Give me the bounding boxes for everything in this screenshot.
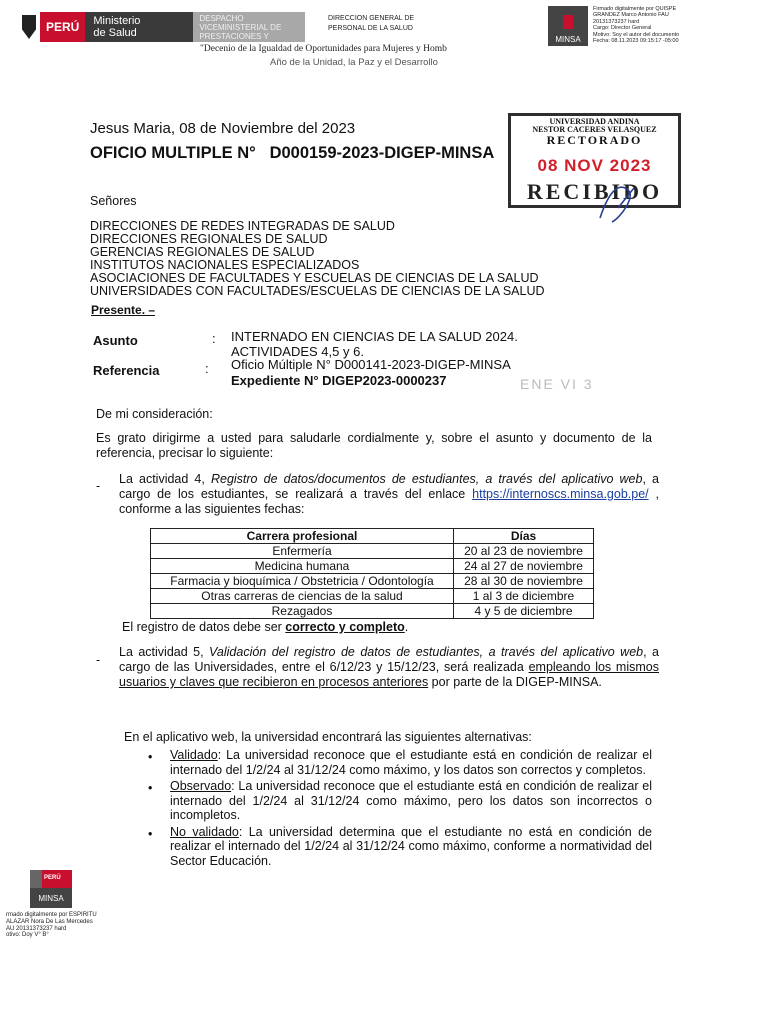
fechas-table [150,528,594,619]
cell-dias: 4 y 5 de diciembre [454,604,594,619]
recipient: ASOCIACIONES DE FACULTADES Y ESCUELAS DE CIENCIAS DE LA SALUD [90,271,539,285]
oficio-number: D000159-2023-DIGEP-MINSA [269,144,495,162]
bullet-icon: • [148,781,153,795]
act5-a: La actividad 5, [119,645,210,659]
stamp-date: 08 NOV 2023 [537,156,652,175]
stamp-received: RECIBIDO [526,179,663,204]
act4-title: Registro de datos/documentos de estudiantes, a través del aplicativo web [210,472,643,486]
salutation: Señores [90,194,137,208]
asunto-colon: : [212,331,216,346]
stamp-office: RECTORADO [546,133,643,147]
asunto-line2: ACTIVIDADES 4,5 y 6. [231,344,364,359]
act4-c: , a cargo de los estudiantes, se realizará a través del enlace [119,472,659,501]
ministry-logo [22,12,305,42]
presente: Presente. – [91,303,156,317]
ministerio-label: Ministerio de Salud [85,12,193,42]
alternativas-list [148,748,652,868]
referencia-line1: Oficio Múltiple N° D000141-2023-DIGEP-MINSA [231,357,511,372]
header-carrera: Carrera profesional [151,529,454,544]
registro-c: . [404,620,409,634]
desc-no-validado: : La universidad determina que el estudiante no está en condición de realizar el internado del 1/2/24 al 31/12/24 como máximo, conforme a normatividad del Sector Educación. [170,824,652,868]
dash: - [96,653,101,667]
cell-carrera: Rezagados [151,604,454,619]
bullet-icon: • [148,750,153,764]
table-row [151,604,594,619]
recipient: INSTITUTOS NACIONALES ESPECIALIZADOS [90,258,360,272]
footer-minsa: MINSA [30,888,72,908]
cell-dias: 28 al 30 de noviembre [454,574,594,589]
decenio-line: "Decenio de la Igualdad de Oportunidades para Mujeres y Homb [200,44,447,54]
date-line: Jesus Maria, 08 de Noviembre del 2023 [90,120,356,137]
cell-carrera: Farmacia y bioquímica / Obstetricia / Odontología [151,574,454,589]
recipient: GERENCIAS REGIONALES DE SALUD [90,245,315,259]
despacho-label: DESPACHO VICEMINISTERIAL DE PRESTACIONES Y [193,12,305,42]
cell-dias: 1 al 3 de diciembre [454,589,594,604]
list-item [148,779,652,823]
oficio-title [90,144,494,163]
referencia-label: Referencia [93,363,160,378]
table-row [151,559,594,574]
bullet-icon: • [148,826,153,841]
term-no-validado: No validado [170,824,239,839]
footer-minsa-logo [30,870,72,908]
table-row [151,544,594,559]
footer-peru: PERÚ [42,870,72,888]
cell-dias: 20 al 23 de noviembre [454,544,594,559]
footer-digital-signature: rmado digitalmente por ESPIRITU ALAZAR Nora De Las Mercedes AU 20131373237 hard otivo: Doy V° B° [6,912,97,939]
recipients-list [90,220,650,298]
list-item [148,748,652,777]
referencia-colon: : [205,361,209,376]
registro-b: correcto y completo [285,620,405,634]
list-item [148,825,652,869]
anio-line: Año de la Unidad, la Paz y el Desarrollo [270,57,438,68]
actividad-4 [119,472,659,517]
digital-signature-text: Firmado digitalmente por QUISPE GRANDEZ Marco Antonio FAU 20131373237 hard Cargo: Director General Motivo: Soy el autor del documento Fecha: 08.11.2023 09:15:17 -05:00 [593,6,680,45]
cell-dias: 24 al 27 de noviembre [454,559,594,574]
act5-d: por parte de la DIGEP-MINSA. [428,675,602,689]
registro-note [122,620,408,635]
cell-carrera: Medicina humana [151,559,454,574]
oficio-label: OFICIO MULTIPLE N° [90,144,256,162]
peru-label: PERÚ [40,12,85,42]
footer-peru-bar [30,870,72,888]
actividad-5 [119,645,659,690]
header-dias: Días [454,529,594,544]
aplicativo-link[interactable]: https://internoscs.minsa.gob.pe/ [472,487,649,501]
consideracion: De mi consideración: [96,407,213,421]
term-validado: Validado [170,748,218,762]
digital-signature-top [548,6,713,46]
act5-underlined: empleando los mismos usuarios y claves que recibieron en procesos anteriores [119,660,659,689]
asunto-label: Asunto [93,333,138,348]
table-row [151,589,594,604]
recipient: DIRECCIONES REGIONALES DE SALUD [90,232,328,246]
cell-carrera: Otras carreras de ciencias de la salud [151,589,454,604]
footer-shield-icon [30,870,42,888]
cell-carrera: Enfermería [151,544,454,559]
direccion-general: DIRECCION GENERAL DE PERSONAL DE LA SALUD [328,15,415,32]
peru-shield-icon [22,15,36,39]
table-header-row [151,529,594,544]
act4-d: , conforme a las siguientes fechas: [119,487,659,516]
faint-stamp-text: ENE VI 3 [520,376,594,392]
table-row [151,574,594,589]
intro-paragraph: Es grato dirigirme a usted para saludarle cordialmente y, sobre el asunto y documento de la referencia, precisar lo siguiente: [96,431,652,460]
recipient: UNIVERSIDADES CON FACULTADES/ESCUELAS DE CIENCIAS DE LA SALUD [90,284,545,298]
term-observado: Observado [170,779,232,793]
registro-a: El registro de datos debe ser [122,620,286,634]
asunto-line1: INTERNADO EN CIENCIAS DE LA SALUD 2024. [231,329,518,344]
minsa-logo [548,6,588,46]
stamp-university: UNIVERSIDAD ANDINA NESTOR CACERES VELASQUEZ [532,117,657,134]
act5-c: , a cargo de las Universidades, entre el 6/12/23 y 15/12/23, será realizada [119,645,659,674]
act5-title: Validación del registro de datos de estudiantes, a través del aplicativo web [209,645,644,659]
referencia-line2: Expediente N° DIGEP2023-0000237 [231,373,447,388]
desc-observado: : La universidad reconoce que el estudiante está en condición de realizar el internado del 1/2/24 al 31/12/24 como máximo, pero los datos son incorrectos o incompletos. [170,779,652,822]
desc-validado: : La universidad reconoce que el estudiante está en condición de realizar el internado del 1/2/24 al 31/12/24 como máximo, y los datos son correctos y completos. [170,748,652,777]
dash: - [96,479,101,493]
recipient: DIRECCIONES DE REDES INTEGRADAS DE SALUD [90,219,395,233]
minsa-shield-icon [563,15,573,29]
act4-a: La actividad 4, [119,472,211,486]
minsa-label: MINSA [555,35,581,44]
alternativas-intro: En el aplicativo web, la universidad encontrará las siguientes alternativas: [124,730,532,744]
